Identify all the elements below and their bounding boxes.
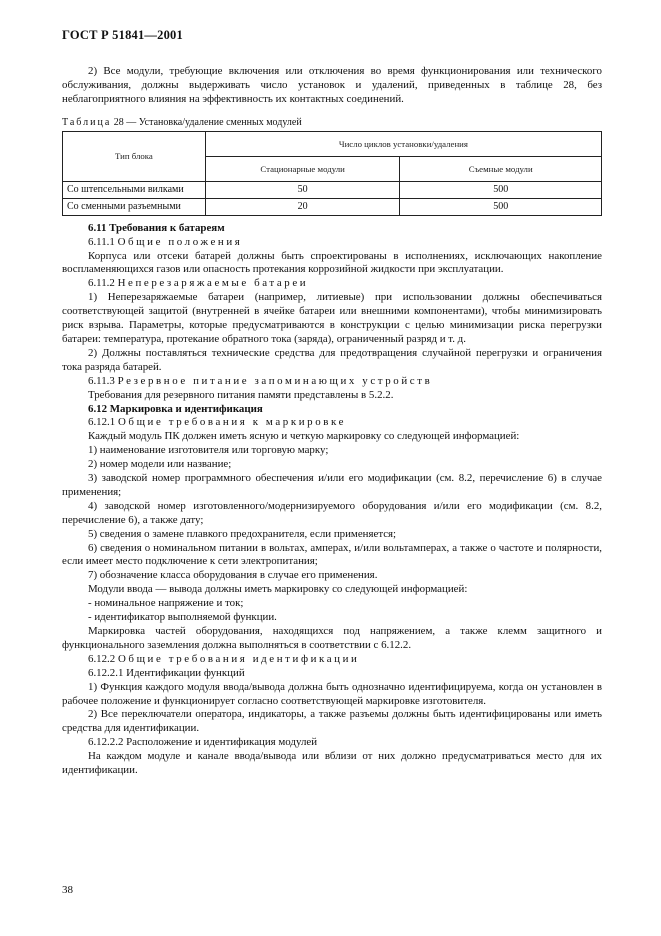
- subsection-6-11-1: [62, 236, 602, 250]
- col-header-removable: Съемные модули: [400, 156, 602, 181]
- document-page: [62, 28, 602, 778]
- subsection-6-11-2: [62, 277, 602, 291]
- cell-type: Со сменными разъемными: [63, 198, 206, 215]
- paragraph: 1) Неперезаряжаемые батареи (например, литиевые) при использовании должны обеспечиваться соответствующей защитой (внутренней в ячейке батареи или внешними компонентами), чтобы минимизировать риск взрыва. Параметры, которые предусматриваются в конструкции с целью минимизации риска перегрузки батареи: температура, протекание обратного тока (заряда), ограниченный разряд и т. д.: [62, 291, 602, 345]
- table-row: [63, 198, 602, 215]
- subsection-number: 6.11.3: [88, 374, 115, 387]
- paragraph: Каждый модуль ПК должен иметь ясную и четкую маркировку со следующей информацией:: [88, 430, 520, 443]
- list-item: 3) заводской номер программного обеспечения и/или его модификации (см. 8.2, перечисление 6) в случае применения;: [62, 472, 602, 498]
- subsection-6-12-2-2: 6.12.2.2 Расположение и идентификация модулей: [88, 736, 318, 749]
- paragraph: 2) Все переключатели оператора, индикаторы, а также разъемы должны быть идентифицированы или иметь средства для идентификации.: [62, 708, 602, 735]
- table-caption: [62, 117, 602, 128]
- subsection-6-11-3: [62, 375, 602, 389]
- subsection-title: Резервное питание запоминающих устройств: [117, 374, 433, 387]
- subsection-title: Общие требования к маркировке: [117, 416, 347, 429]
- list-item: 2) номер модели или название;: [88, 458, 232, 471]
- subsection-6-12-2-1: 6.12.2.1 Идентификации функций: [88, 666, 245, 679]
- subsection-title: Общие требования идентификации: [117, 652, 360, 665]
- col-header-type: Тип блока: [63, 131, 206, 181]
- paragraph: Маркировка частей оборудования, находящихся под напряжением, а также клемм защитного и функционального заземления должна выполняться в соответствии с 6.12.2.: [62, 625, 602, 651]
- paragraph: 2) Должны поставляться технические средства для предотвращения случайной перегрузки и ограничения тока разряда батарей.: [62, 346, 602, 373]
- subsection-6-12-2: [62, 653, 602, 667]
- list-item: 5) сведения о замене плавкого предохранителя, если применяется;: [88, 527, 397, 540]
- cell-stationary: 20: [205, 198, 400, 215]
- list-item: 7) обозначение класса оборудования в случае его применения.: [88, 569, 378, 582]
- subsection-title: Общие положения: [117, 235, 243, 248]
- paragraph: Корпуса или отсеки батарей должны быть спроектированы в исполнениях, исключающих накопление воспламеняющихся газов или опасность протекания коррозийной жидкости при эксплуатации.: [62, 249, 602, 276]
- subsection-number: 6.12.2: [88, 652, 116, 665]
- paragraph: Модули ввода — вывода должны иметь маркировку со следующей информацией:: [88, 583, 468, 596]
- cell-stationary: 50: [205, 181, 400, 198]
- page-number: 38: [62, 884, 73, 896]
- subsection-number: 6.11.2: [88, 277, 115, 290]
- subsection-number: 6.11.1: [88, 235, 115, 248]
- paragraph: Требования для резервного питания памяти представлены в 5.2.2.: [88, 388, 394, 401]
- cell-removable: 500: [400, 181, 602, 198]
- dash-item: - идентификатор выполняемой функции.: [88, 611, 277, 624]
- list-item: 1) наименование изготовителя или торговую марку;: [88, 444, 329, 457]
- subsection-6-12-1: [62, 416, 602, 430]
- section-title-6-11: 6.11 Требования к батареям: [88, 221, 225, 234]
- dash-item: - номинальное напряжение и ток;: [88, 597, 244, 610]
- col-header-cycles: Число циклов установки/удаления: [205, 131, 601, 156]
- subsection-title: Неперезаряжаемые батареи: [117, 277, 309, 290]
- section-title-6-12: 6.12 Маркировка и идентификация: [88, 402, 263, 415]
- list-item: 6) сведения о номинальном питании в вольтах, амперах, и/или вольтамперах, а также о частоте и полярности, если имеет место подключение к сети электропитания;: [62, 541, 602, 568]
- cell-type: Со штепсельными вилками: [63, 181, 206, 198]
- list-item: 4) заводской номер изготовленного/модернизируемого оборудования и/или его модификации (см. 8.2, перечисление 6), а также дату;: [62, 499, 602, 526]
- table-caption-text: 28 — Установка/удаление сменных модулей: [113, 116, 302, 128]
- cell-removable: 500: [400, 198, 602, 215]
- intro-paragraph: 2) Все модули, требующие включения или отключения во время функционирования или технического обслуживания, должны выдерживать число установок и удалений, приведенных в таблице 28, без неблагоприятного влияния на эффективность их контактных соединений.: [62, 65, 602, 105]
- table-row: [63, 181, 602, 198]
- paragraph: 1) Функция каждого модуля ввода/вывода должна быть однозначно идентифицируема, когда он установлен в рабочее положение и функционирует согласно соответствующей маркировке изготовителя.: [62, 680, 602, 707]
- modules-table: [62, 131, 602, 216]
- col-header-stationary: Стационарные модули: [205, 156, 400, 181]
- paragraph: На каждом модуле и канале ввода/вывода или вблизи от них должно предусматриваться место для их идентификации.: [62, 750, 602, 777]
- subsection-number: 6.12.1: [88, 416, 116, 429]
- document-header: ГОСТ Р 51841—2001: [62, 28, 183, 42]
- table-caption-prefix: Таблица: [62, 116, 112, 128]
